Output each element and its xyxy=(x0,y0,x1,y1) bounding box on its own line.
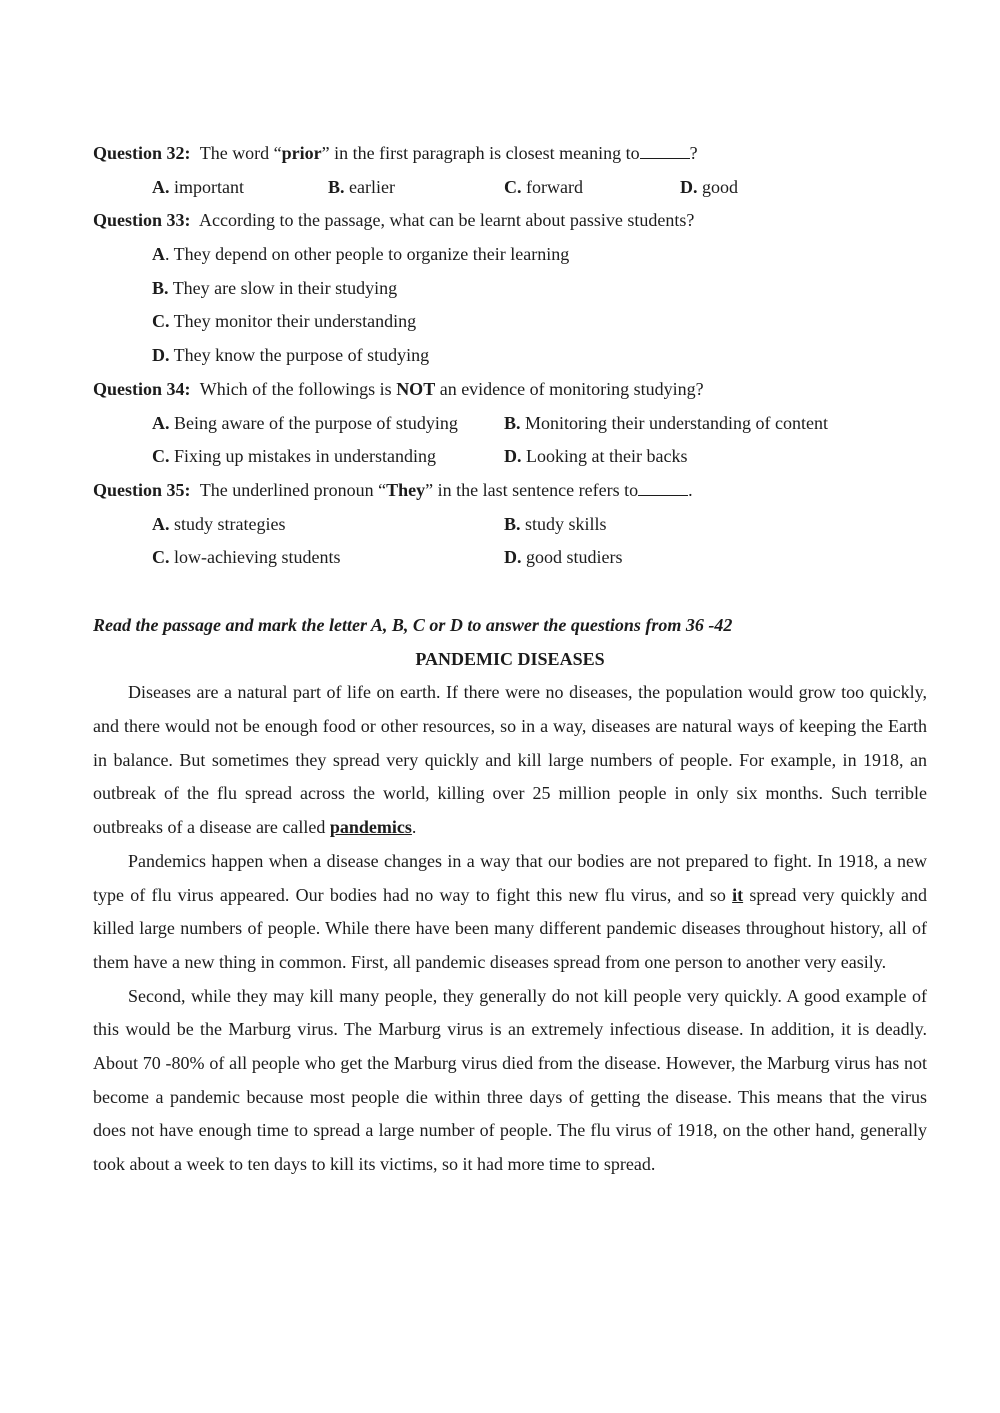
question-35-keyword: They xyxy=(386,479,426,500)
option-c[interactable]: C. They monitor their understanding xyxy=(152,311,417,332)
question-34-keyword: NOT xyxy=(396,378,436,399)
question-35-text-before: The underlined pronoun “ xyxy=(199,479,387,500)
option-b[interactable]: B. Monitoring their understanding of content xyxy=(504,412,828,433)
question-32-stem xyxy=(93,137,927,171)
passage-paragraph-2: Pandemics happen when a disease changes in a way that our bodies are not prepared to fight. In 1918, a new type of flu virus appeared. Our bodies had no way to fight this new flu virus, and so it spread very quickly and killed large numbers of people. While there have been many different pandemic diseases throughout history, all of them have a new thing in common. First, all pandemic diseases spread from one person to another very easily. xyxy=(93,850,927,972)
question-32-text-end: ? xyxy=(689,143,698,163)
question-32-keyword: prior xyxy=(281,143,322,163)
option-a[interactable]: A. study strategies xyxy=(152,513,286,534)
option-c[interactable]: C. forward xyxy=(504,176,583,197)
option-d[interactable]: D. They know the purpose of studying xyxy=(152,345,430,366)
answer-blank xyxy=(640,140,690,159)
option-a[interactable]: A. They depend on other people to organize their learning xyxy=(152,244,570,265)
option-b[interactable]: B. earlier xyxy=(328,176,395,197)
question-32-label: Question 32: xyxy=(93,143,191,163)
reading-instruction: Read the passage and mark the letter A, B, C or D to answer the questions from 36 -42 xyxy=(93,614,733,635)
option-c[interactable]: C. Fixing up mistakes in understanding xyxy=(152,446,436,467)
question-35-stem xyxy=(93,474,927,508)
question-34-text-before: Which of the followings is xyxy=(199,378,397,399)
question-32-text-before: The word “ xyxy=(199,143,282,163)
question-34-options xyxy=(93,440,927,474)
answer-blank xyxy=(638,477,688,496)
option-d[interactable]: D. Looking at their backs xyxy=(504,446,688,467)
question-33-options xyxy=(93,339,927,373)
question-34-label: Question 34: xyxy=(93,378,191,399)
question-33-label: Question 33: xyxy=(93,210,191,231)
underlined-word-pandemics: pandemics xyxy=(329,817,412,838)
option-c[interactable]: C. low-achieving students xyxy=(152,547,341,568)
option-a[interactable]: A. important xyxy=(152,176,244,197)
question-35-text-end: . xyxy=(688,479,693,500)
question-33-options xyxy=(93,238,927,272)
option-b[interactable]: B. study skills xyxy=(504,513,607,534)
option-d[interactable]: D. good xyxy=(680,176,738,197)
question-33-text: According to the passage, what can be learnt about passive students? xyxy=(199,210,695,231)
question-32-text-after: ” in the first paragraph is closest meaning to xyxy=(321,143,640,163)
question-35-text-after: ” in the last sentence refers to xyxy=(425,479,639,500)
option-b[interactable]: B. They are slow in their studying xyxy=(152,277,398,298)
underlined-word-it: it xyxy=(732,884,744,905)
question-35-options xyxy=(93,541,927,575)
question-34-stem xyxy=(93,373,927,407)
passage-paragraph-1: Diseases are a natural part of life on earth. If there were no diseases, the population would grow too quickly, and there would not be enough food or other resources, so in a way, diseases are natural ways of keeping the Earth in balance. But sometimes they spread very quickly and kill large numbers of people. For example, in 1918, an outbreak of the flu spread across the world, killing over 25 million people in only six months. Such terrible outbreaks of a disease are called pandemics. xyxy=(93,682,927,838)
question-32-options xyxy=(93,171,927,205)
question-33-options xyxy=(93,305,927,339)
option-a[interactable]: A. Being aware of the purpose of studying xyxy=(152,412,458,433)
question-33-stem xyxy=(93,204,927,238)
passage-paragraph-3: Second, while they may kill many people, they generally do not kill people very quickly. A good example of this would be the Marburg virus. The Marburg virus is an extremely infectious disease. In addition, it is deadly. About 70 -80% of all people who get the Marburg virus died from the disease. However, the Marburg virus has not become a pandemic because most people die within three days of getting the disease. This means that the virus does not have enough time to spread a large number of people. The flu virus of 1918, on the other hand, generally took about a week to ten days to kill its victims, so it had more time to spread. xyxy=(93,985,927,1175)
passage-title: PANDEMIC DISEASES xyxy=(415,648,605,669)
question-34-options xyxy=(93,407,927,441)
question-35-options xyxy=(93,508,927,542)
option-d[interactable]: D. good studiers xyxy=(504,547,623,568)
question-35-label: Question 35: xyxy=(93,479,191,500)
question-33-options xyxy=(93,272,927,306)
worksheet-page xyxy=(93,137,927,1182)
question-34-text-after: an evidence of monitoring studying? xyxy=(435,378,704,399)
